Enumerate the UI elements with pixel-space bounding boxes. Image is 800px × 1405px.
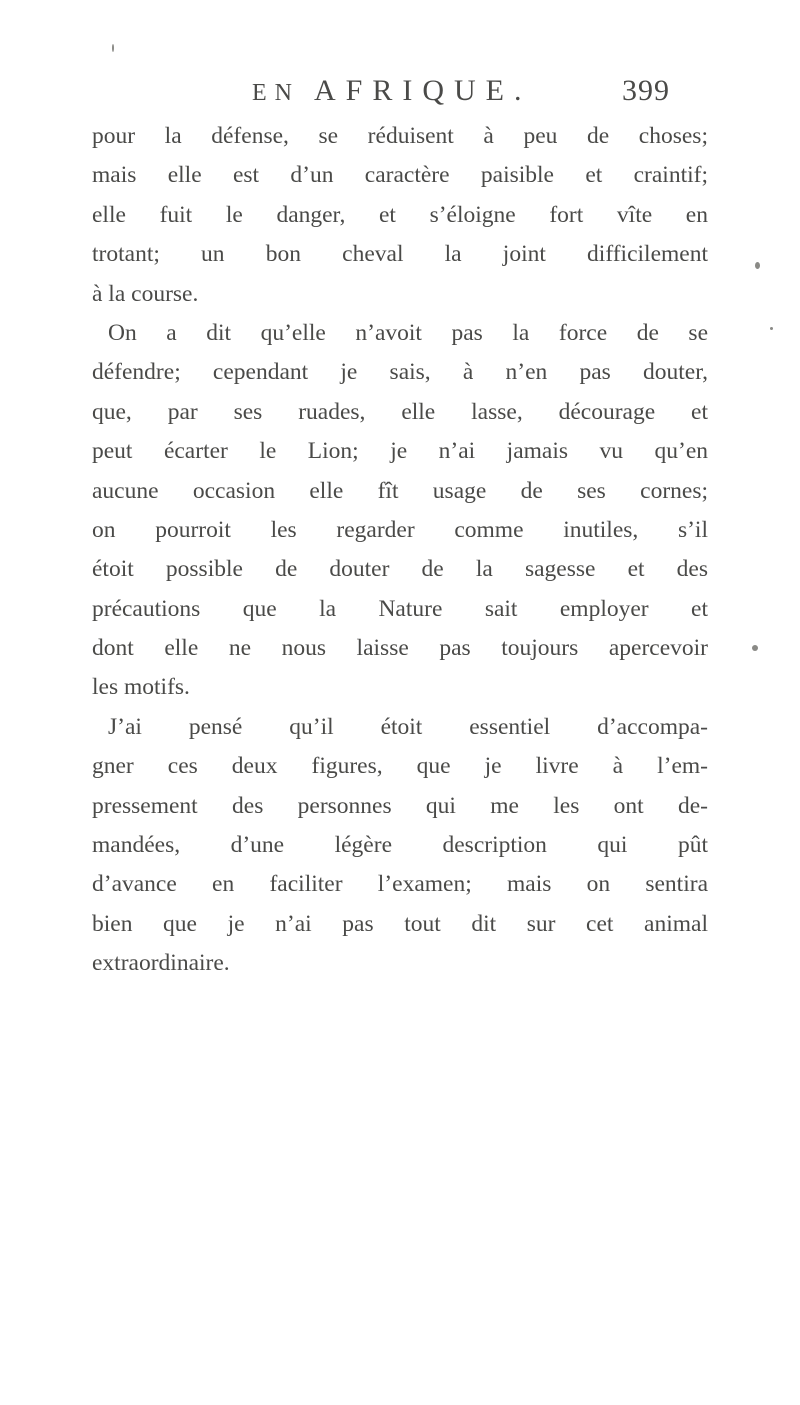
- text-line-14: dont elle ne nous laisse pas toujours apercevoir: [92, 635, 708, 662]
- text-line-6: On a dit qu’elle n’avoit pas la force de se: [108, 319, 708, 346]
- text-line-13: précautions que la Nature sait employer et: [92, 595, 708, 622]
- text-line-2: mais elle est d’un caractère paisible et craintif;: [92, 162, 708, 189]
- paper-speck: [770, 327, 773, 330]
- text-line-19: mandées, d’une légère description qui pût: [92, 832, 708, 859]
- text-line-9: peut écarter le Lion; je n’ai jamais vu qu’en: [92, 438, 708, 465]
- text-line-5: à la course.: [92, 280, 199, 307]
- text-line-8: que, par ses ruades, elle lasse, décourage et: [92, 398, 708, 425]
- running-head-afrique: AFRIQUE.: [314, 74, 532, 107]
- paper-speck: [752, 645, 758, 651]
- text-line-17: gner ces deux figures, que je livre à l’em-: [92, 753, 708, 780]
- text-line-1: pour la défense, se réduisent à peu de choses;: [92, 123, 708, 149]
- text-line-16: J’ai pensé qu’il étoit essentiel d’accompa-: [108, 713, 708, 740]
- text-line-15: les motifs.: [92, 674, 190, 701]
- text-line-18: pressement des personnes qui me les ont de-: [92, 792, 708, 819]
- paper-speck: [112, 44, 114, 52]
- body-text: [92, 117, 708, 984]
- text-line-22: extraordinaire.: [92, 950, 230, 977]
- text-line-12: étoit possible de douter de la sagesse et des: [92, 556, 708, 583]
- text-line-4: trotant; un bon cheval la joint difficilement: [92, 241, 708, 268]
- text-line-20: d’avance en faciliter l’examen; mais on sentira: [92, 871, 708, 898]
- paper-speck: [755, 262, 760, 269]
- page-number: 399: [622, 74, 670, 107]
- text-line-3: elle fuit le danger, et s’éloigne fort vîte en: [92, 201, 708, 228]
- running-head: [252, 74, 532, 114]
- text-line-7: défendre; cependant je sais, à n’en pas douter,: [92, 359, 708, 386]
- text-line-21: bien que je n’ai pas tout dit sur cet animal: [92, 910, 708, 937]
- text-line-11: on pourroit les regarder comme inutiles, s’il: [92, 516, 708, 543]
- text-line-10: aucune occasion elle fît usage de ses cornes;: [92, 477, 708, 504]
- running-head-en: EN: [252, 80, 300, 106]
